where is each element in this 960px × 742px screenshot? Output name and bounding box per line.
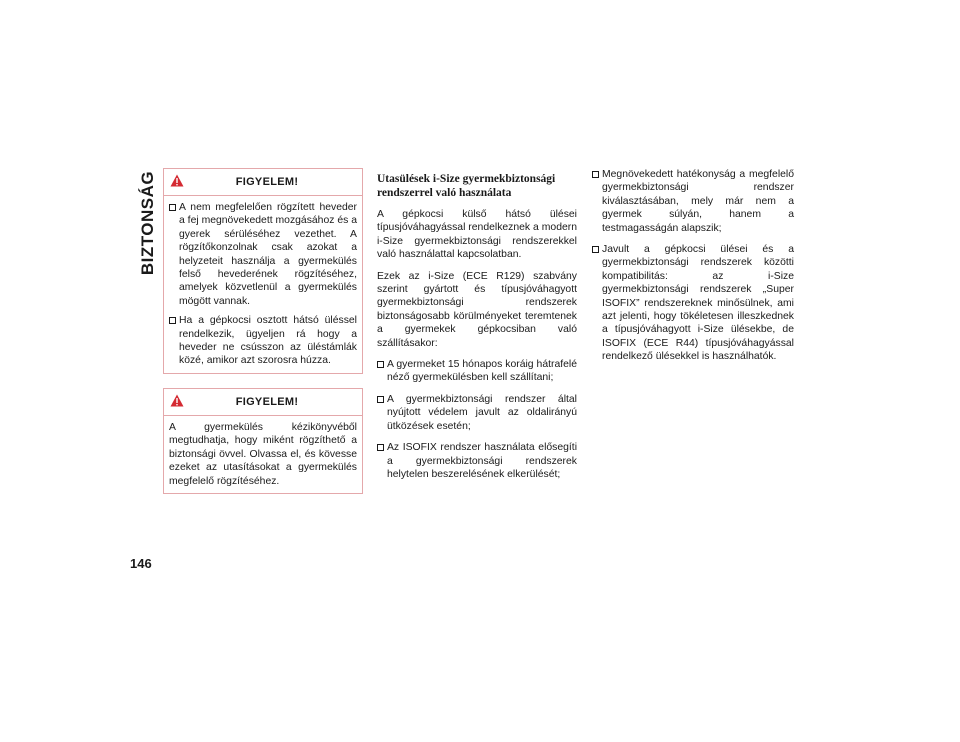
list-item (169, 314, 357, 368)
warning-title: FIGYELEM! (235, 395, 299, 408)
list-item-text: A gyermekbiztonsági rendszer által nyújtott védelem javult az oldalirányú ütközések esetén; (387, 393, 577, 432)
paragraph: A gépkocsi külső hátsó ülései típusjóváhagyással rendelkeznek a modern i-Size gyermekbiztonsági rendszerekkel való használattal kapcsolatban. (377, 209, 577, 261)
warning-header (164, 389, 362, 416)
square-bullet-icon (377, 361, 384, 368)
middle-column (377, 168, 577, 489)
benefit-list-continued (592, 168, 794, 364)
warning-box-1 (163, 168, 363, 374)
warning-body (164, 196, 362, 373)
list-item (377, 393, 577, 433)
page-number: 146 (130, 556, 152, 571)
benefit-list (377, 358, 577, 481)
square-bullet-icon (169, 204, 176, 211)
list-item (592, 243, 794, 364)
square-bullet-icon (592, 171, 599, 178)
section-tab (137, 170, 159, 276)
warning-header (164, 169, 362, 196)
right-column (592, 168, 794, 372)
warning-body (164, 416, 362, 493)
list-item (377, 358, 577, 385)
warning-title: FIGYELEM! (235, 176, 299, 188)
square-bullet-icon (377, 444, 384, 451)
list-item (377, 441, 577, 481)
square-bullet-icon (377, 396, 384, 403)
list-item (169, 201, 357, 308)
list-item-text: Ha a gépkocsi osztott hátsó üléssel rendelkezik, ügyeljen rá hogy a heveder ne csússzon az üléstámlák közé, amikor azt szorosra húzza. (179, 315, 357, 367)
left-column (163, 168, 363, 508)
list-item (592, 168, 794, 235)
square-bullet-icon (169, 317, 176, 324)
list-item-text: Megnövekedett hatékonyság a megfelelő gyermekbiztonsági rendszer kiválasztásában, mely már nem a gyermek súlyán, hanem a testmagasságán alapszik; (602, 169, 794, 234)
list-item-text: Az ISOFIX rendszer használata elősegíti a gyermekbiztonsági rendszerek helytelen beszerelésének elkerülését; (387, 442, 577, 480)
warning-triangle-icon (170, 394, 184, 407)
warning-text: A gyermekülés kézikönyvéből megtudhatja, hogy miként rögzíthető a biztonsági övvel. Olvassa el, és kövesse ezeket az utasításokat a gyermekülés megfelelő rögzítéséhez. (169, 421, 357, 487)
warning-list (169, 201, 357, 368)
section-heading: Utasülések i-Size gyermekbiztonsági rendszerrel való használata (377, 173, 556, 199)
section-tab-label: BIZTONSÁG (138, 170, 157, 276)
paragraph: Ezek az i-Size (ECE R129) szabvány szerint gyártott és típusjóváhagyott gyermekbiztonsági rendszerek biztonságosabb körülményeket teremtenek a gyermekek gépkocsiban való szállításakor: (377, 270, 577, 349)
list-item-text: A gyermeket 15 hónapos koráig hátrafelé néző gyermekülésben kell szállítani; (387, 359, 577, 384)
list-item-text: Javult a gépkocsi ülései és a gyermekbiztonsági rendszerek közötti kompatibilitás: az i-Size gyermekbiztonsági rendszerek „Super ISOFIX” rendszereknek minősülnek, ami azt jelenti, hogy tökéletesen illeszkednek a típusjóváhagyott i-Size ülésekbe, de ISOFIX (ECE R44) típusjóváhagyással rendelkező ülésekkel is használhatók. (602, 244, 794, 363)
list-item-text: A nem megfelelően rögzített heveder a fej megnövekedett mozgásához és a gyerek sérüléséhez vezethet. A rögzítőkonzolnak csak azokat a helyzeteit használja a gyermekülés felső hevederének rögzítéséhez, amelyek közvetlenül a gyermekülés mögött vannak. (179, 202, 357, 307)
square-bullet-icon (592, 246, 599, 253)
warning-box-2 (163, 388, 363, 494)
warning-triangle-icon (170, 174, 184, 187)
